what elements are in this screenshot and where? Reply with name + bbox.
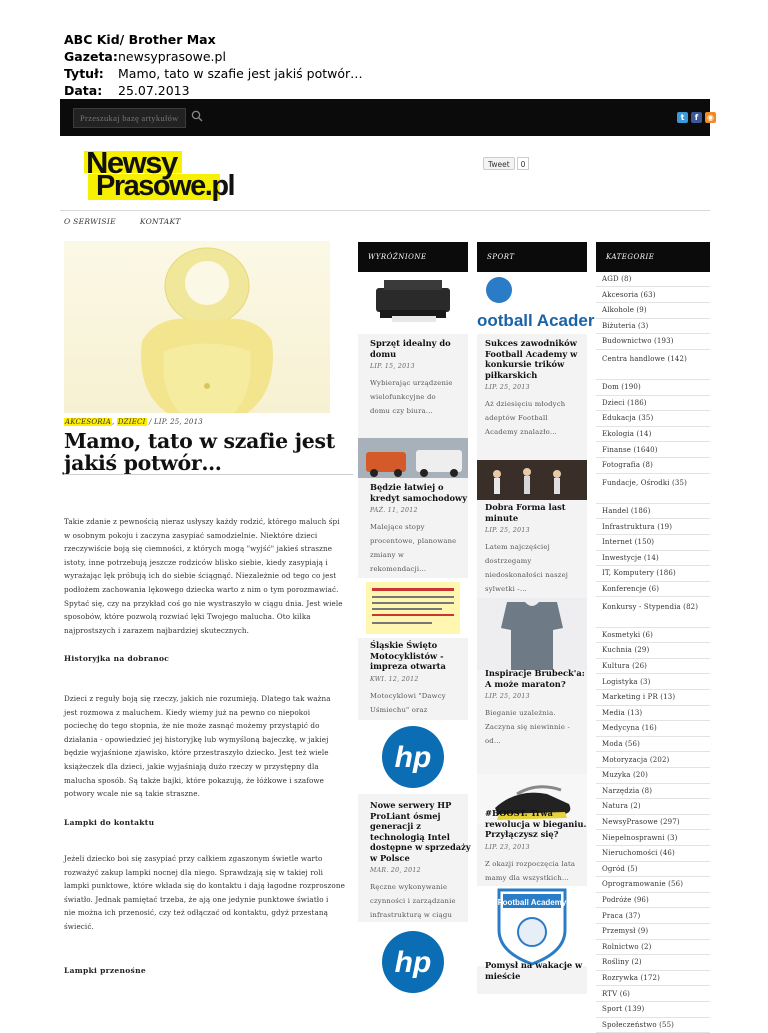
card-title-line: Dobra Forma last bbox=[485, 502, 566, 512]
category-item[interactable]: Narzędzia (8) bbox=[596, 784, 710, 799]
card-excerpt bbox=[485, 397, 595, 439]
document-header bbox=[64, 31, 363, 99]
category-item[interactable]: Media (13) bbox=[596, 706, 710, 721]
card-title-line: Football Academy w bbox=[485, 348, 578, 359]
category-item[interactable]: Nieruchomości (46) bbox=[596, 846, 710, 861]
card-title-line: kredyt samochodowy bbox=[370, 492, 468, 503]
article-line: wyrażając lęk próbują ich do siebie ściągnąć. Niezależnie od tego co jest bbox=[64, 571, 337, 581]
col-header-sport[interactable]: SPORT bbox=[477, 242, 587, 272]
category-item[interactable]: Rośliny (2) bbox=[596, 955, 710, 970]
top-bar bbox=[60, 99, 714, 136]
article-line: Spytać się, czy na przykład coś go nie wystraszyło w ciągu dnia. Jest wiele bbox=[64, 598, 343, 608]
article-meta: AKCESORIA, DZIECI / LIP. 25, 2013 bbox=[65, 418, 203, 426]
card-image-football-academy[interactable] bbox=[477, 272, 595, 334]
category-item[interactable]: Sport (139) bbox=[596, 1002, 710, 1017]
nav-o-serwisie[interactable]: O SERWISIE bbox=[64, 217, 116, 226]
category-item[interactable]: Ekologia (14) bbox=[596, 427, 710, 442]
card-title-line: Sukces zawodników bbox=[485, 338, 577, 348]
category-item[interactable]: Edukacja (35) bbox=[596, 411, 710, 426]
card-title-line: Nowe serwery HP bbox=[370, 800, 452, 810]
title-divider bbox=[64, 474, 353, 475]
card-title[interactable] bbox=[485, 668, 595, 689]
category-item[interactable]: Konkursy - Stypendia (82) bbox=[596, 598, 710, 628]
gazeta-value: newsyprasowe.pl bbox=[118, 49, 226, 64]
col-header-wyroznione[interactable]: WYRÓŻNIONE bbox=[358, 242, 468, 272]
article-paragraph-2 bbox=[64, 852, 349, 934]
tytul-key: Tytuł: bbox=[64, 66, 104, 81]
category-item[interactable]: Logistyka (3) bbox=[596, 675, 710, 690]
card-title-line: generacji z bbox=[370, 821, 421, 831]
nav-kontakt[interactable]: KONTAKT bbox=[139, 217, 181, 226]
football-badge-text: Football Academy bbox=[497, 898, 567, 907]
card-image-printer[interactable] bbox=[358, 272, 468, 334]
article-line: książeczek dla dzieci, jakie wyjaśniają dużo rzeczy w przystępny dla bbox=[64, 761, 319, 771]
category-item[interactable]: NewsyPrasowe (297) bbox=[596, 815, 710, 830]
hp-logo-text: hp bbox=[394, 741, 432, 774]
category-item[interactable]: Fotografia (8) bbox=[596, 458, 710, 473]
category-item[interactable]: Przemysł (9) bbox=[596, 924, 710, 939]
category-item[interactable]: Infrastruktura (19) bbox=[596, 520, 710, 535]
card-title[interactable] bbox=[370, 800, 480, 863]
card-title-line: mieście bbox=[485, 970, 521, 981]
tweet-widget[interactable] bbox=[483, 157, 529, 170]
card-date: KWI. 12, 2012 bbox=[370, 675, 419, 683]
heading-lampki-przenosne: Lampki przenośne bbox=[64, 966, 146, 975]
card-title-line: technologią Intel bbox=[370, 831, 450, 842]
heading-lampki-kontakt: Lampki do kontaktu bbox=[64, 818, 155, 827]
article-title-line1: Mamo, tato w szafie jest bbox=[64, 429, 335, 453]
card-excerpt-line: domu czy biura… bbox=[370, 407, 433, 415]
category-item[interactable]: Alkohole (9) bbox=[596, 303, 710, 318]
card-image-football-badge[interactable] bbox=[477, 886, 587, 966]
article-line: w osobnym pokoju i zaczyna zasypiać samodzielnie. Niektóre dzieci bbox=[64, 530, 318, 540]
category-item[interactable]: AGD (8) bbox=[596, 272, 710, 287]
card-title-line: Przyłączysz się? bbox=[485, 829, 559, 839]
logo-line1: Newsy bbox=[86, 145, 177, 180]
category-item[interactable]: Marketing i PR (13) bbox=[596, 690, 710, 705]
card-title-line: piłkarskich bbox=[485, 369, 538, 380]
card-title[interactable] bbox=[370, 482, 480, 503]
meta-date: / LIP. 25, 2013 bbox=[146, 418, 203, 426]
card-excerpt-line: sylwetki -… bbox=[485, 585, 527, 593]
tweet-button[interactable]: Tweet bbox=[483, 157, 515, 170]
article-title-line2: jakiś potwór… bbox=[64, 451, 222, 475]
card-excerpt-line: procentowe, planowane bbox=[370, 537, 457, 545]
card-title-line: #BOOST. Trwa bbox=[485, 808, 553, 818]
card-title-line: A może maraton? bbox=[485, 678, 566, 689]
card-title-line: dostępne w sprzedaży bbox=[370, 842, 471, 852]
article-line: rozważyć zakup lampki nocnej dla niego. Sprawdzają się w takiej roli bbox=[64, 867, 324, 877]
meta-category-akcesoria[interactable]: AKCESORIA bbox=[65, 418, 111, 426]
card-title-line: konkursie trików bbox=[485, 359, 565, 369]
article-line: Takie zdanie z pewnością nieraz usłyszy każdy rodzić, którego maluch śpi bbox=[64, 517, 340, 526]
category-item[interactable]: Dzieci (186) bbox=[596, 396, 710, 411]
main-nav bbox=[60, 210, 710, 226]
article-line: lampki punktowe, które wkłada się do kontaktu i dają łagodne rozproszone bbox=[64, 881, 345, 891]
card-title[interactable] bbox=[485, 960, 595, 981]
article-line: Jeżeli dziecko boi się zasypiać przy całkiem zgaszonym świetle warto bbox=[64, 854, 323, 863]
card-excerpt bbox=[485, 706, 595, 748]
article-line: będzie wyjaśnione zjawisko, które przestraszyło dziecko. Jest też wiele bbox=[64, 748, 329, 758]
category-item[interactable]: Konferencje (6) bbox=[596, 582, 710, 597]
article-hero-image bbox=[64, 241, 330, 413]
card-date: LIP. 15, 2013 bbox=[370, 363, 415, 370]
site-logo[interactable] bbox=[84, 145, 235, 203]
category-item[interactable]: Motoryzacja (202) bbox=[596, 753, 710, 768]
card-excerpt-line: Motocyklowi "Dawcy bbox=[370, 691, 446, 700]
category-item[interactable]: Internet (150) bbox=[596, 535, 710, 550]
card-excerpt-line: Academy znalazło… bbox=[485, 428, 557, 436]
card-title-line: Sprzęt idealny do bbox=[370, 338, 451, 348]
category-item[interactable]: Natura (2) bbox=[596, 799, 710, 814]
article-line: potwory wcale nie są takie straszne. bbox=[64, 789, 201, 799]
card-excerpt bbox=[485, 857, 595, 885]
category-item[interactable]: Rozrywka (172) bbox=[596, 971, 710, 986]
category-item[interactable]: RTV (6) bbox=[596, 987, 710, 1002]
card-title-line: Inspiracje Brubeck'a: bbox=[485, 668, 585, 678]
card-title-line: ProLiant ósmej bbox=[370, 810, 441, 821]
data-value: 25.07.2013 bbox=[118, 83, 190, 98]
card-excerpt-line: Wybierając urządzenie bbox=[370, 379, 453, 387]
article-line: świecić. bbox=[64, 921, 94, 931]
card-excerpt-line: Latem najczęściej bbox=[485, 543, 550, 551]
card-excerpt bbox=[370, 376, 480, 418]
twitter-icon[interactable]: t bbox=[677, 112, 688, 123]
football-academy-text: ootball Acader bbox=[477, 311, 595, 330]
card-excerpt-line: Malejące stopy bbox=[370, 523, 425, 531]
card-title[interactable] bbox=[370, 338, 480, 359]
article-paragraph-1 bbox=[64, 692, 349, 801]
card-excerpt-line: od… bbox=[485, 737, 501, 745]
card-excerpt-line: wielofunkcyjne do bbox=[370, 393, 436, 401]
category-item[interactable]: Moda (56) bbox=[596, 737, 710, 752]
card-date: LIP. 23, 2013 bbox=[485, 843, 530, 851]
card-excerpt-line: Aż dziesięciu młodych bbox=[485, 400, 566, 408]
tweet-count: 0 bbox=[517, 157, 530, 170]
category-item[interactable]: Medycyna (16) bbox=[596, 721, 710, 736]
article-title bbox=[64, 430, 344, 474]
category-item[interactable]: Finanse (1640) bbox=[596, 443, 710, 458]
hp-logo-text-2: hp bbox=[394, 946, 432, 979]
category-item[interactable]: Podróże (96) bbox=[596, 893, 710, 908]
category-item[interactable]: Budownictwo (193) bbox=[596, 334, 710, 349]
card-excerpt-line: Zaczyna się niewinnie - bbox=[485, 723, 571, 731]
article-line: Dzieci z reguły boją się rzeczy, jakich nie rozumieją. Dlatego tak ważna bbox=[64, 694, 331, 703]
card-title-line: Pomysł na wakacje w bbox=[485, 960, 583, 970]
card-image-cars[interactable] bbox=[358, 438, 468, 478]
rss-icon[interactable]: ◉ bbox=[705, 112, 716, 123]
tytul-value: Mamo, tato w szafie jest jakiś potwór… bbox=[118, 66, 363, 81]
card-title[interactable] bbox=[485, 502, 595, 523]
card-title[interactable] bbox=[485, 808, 595, 840]
category-item[interactable]: Dom (190) bbox=[596, 380, 710, 395]
card-date: LIP. 25, 2013 bbox=[485, 384, 530, 391]
card-excerpt-line: Uśmiechu" oraz bbox=[370, 705, 428, 714]
article-line: światło. Jednak pamiętać trzeba, że ają one jedynie punktowe światło i bbox=[64, 894, 329, 904]
category-item[interactable]: Ogród (5) bbox=[596, 862, 710, 877]
article-line: jest rozmowa z maluchem. Kiedy wiemy już na pewno co niepokoi bbox=[64, 707, 311, 717]
card-excerpt-line: Bieganie uzależnia. bbox=[485, 709, 556, 717]
article-line: pociechę do tego stopnia, że nie może zasnąć możemy przystąpić do bbox=[64, 721, 320, 731]
category-item[interactable]: Fundacje, Ośrodki (35) bbox=[596, 474, 710, 504]
card-excerpt-line: rekomendacji… bbox=[370, 565, 427, 573]
card-title-line: Motocyklistów - bbox=[370, 650, 444, 661]
card-title[interactable] bbox=[485, 338, 595, 380]
client-name: ABC Kid/ Brother Max bbox=[64, 32, 216, 47]
facebook-icon[interactable]: f bbox=[691, 112, 702, 123]
card-image-hp-logo-2[interactable] bbox=[358, 922, 468, 994]
category-item[interactable]: Kultura (26) bbox=[596, 659, 710, 674]
card-excerpt bbox=[370, 520, 480, 576]
category-item[interactable]: IT, Komputery (186) bbox=[596, 566, 710, 581]
search-input[interactable]: Przeszukaj bazę artykułów bbox=[73, 108, 186, 128]
article-line: działania - opowiedzieć jej historyjkę lub wymyśloną bajeczkę, w jakiej bbox=[64, 734, 329, 744]
card-excerpt-line: adeptów Football bbox=[485, 414, 548, 422]
card-image-fitness[interactable] bbox=[477, 460, 587, 500]
article-line: najprostszych i zarazem najbardziej skutecznych. bbox=[64, 625, 250, 635]
col-header-kategorie: KATEGORIE bbox=[596, 242, 710, 272]
category-item[interactable]: Społeczeństwo (55) bbox=[596, 1018, 710, 1033]
search-icon[interactable] bbox=[191, 110, 203, 122]
article-intro bbox=[64, 515, 349, 637]
category-item[interactable]: Niepełnosprawni (3) bbox=[596, 831, 710, 846]
sport-column bbox=[477, 272, 595, 994]
card-excerpt bbox=[485, 540, 595, 596]
card-image-sportswear[interactable] bbox=[477, 598, 587, 670]
category-item[interactable]: Handel (186) bbox=[596, 504, 710, 519]
article-line: istoty, inne potrzebują jeszcze rodziców blisko siebie, kiedy zasypiają i bbox=[64, 557, 328, 567]
card-date: LIP. 25, 2013 bbox=[485, 693, 530, 700]
category-item[interactable]: Centra handlowe (142) bbox=[596, 350, 710, 380]
card-image-poster[interactable] bbox=[358, 578, 468, 638]
card-excerpt-line: niedoskonałości naszej bbox=[485, 571, 569, 579]
card-excerpt-line: Z okazji rozpoczęcia lata bbox=[485, 859, 576, 868]
card-title-line: w Polsce bbox=[370, 852, 410, 863]
card-excerpt-line: mamy dla wszystkich… bbox=[485, 873, 569, 882]
article-line: podłożem zachowania lękowego dziecka warto z nim o tym porozmawiać. bbox=[64, 584, 339, 594]
card-date: MAR. 20, 2012 bbox=[370, 867, 421, 874]
card-date: PAŹ. 11, 2012 bbox=[370, 507, 418, 514]
card-date: LIP. 25, 2013 bbox=[485, 527, 530, 534]
featured-column bbox=[358, 272, 471, 994]
category-item[interactable]: Praca (37) bbox=[596, 909, 710, 924]
card-excerpt-line: Ręczne wykonywanie bbox=[370, 883, 448, 891]
article-line: malucha sposób. Są także bajki, które pokazują, że łóżkowe i szafowe bbox=[64, 775, 325, 785]
card-title[interactable] bbox=[370, 640, 480, 672]
logo-line2: Prasowe.pl bbox=[96, 170, 235, 202]
meta-category-dzieci[interactable]: DZIECI bbox=[117, 418, 146, 426]
category-item[interactable]: Inwestycje (14) bbox=[596, 551, 710, 566]
category-item[interactable]: Rolnictwo (2) bbox=[596, 940, 710, 955]
category-item[interactable]: Biżuteria (3) bbox=[596, 319, 710, 334]
card-title-line: domu bbox=[370, 348, 397, 359]
category-item[interactable]: Kosmetyki (6) bbox=[596, 628, 710, 643]
article-line: sposobów, które pozwolą rozwiać lęki Twojego malucha. Oto kilka bbox=[64, 612, 311, 622]
article-line: nie można ich przenosić, czy też odłączać od kontaktu, gdyż przestaną bbox=[64, 908, 328, 918]
card-title-line: Będzie łatwiej o bbox=[370, 482, 444, 492]
category-item[interactable]: Oprogramowanie (56) bbox=[596, 877, 710, 892]
card-title-line: impreza otwarta bbox=[370, 661, 446, 671]
card-title-line: Śląskie Święto bbox=[370, 640, 438, 650]
category-item[interactable]: Muzyka (20) bbox=[596, 768, 710, 783]
card-excerpt-line: zmiany w bbox=[370, 551, 405, 559]
card-image-hp-logo[interactable] bbox=[358, 720, 468, 794]
article-line: rzeczywiście boją się ciemności, z których mogą "wyjść" jakieś straszne bbox=[64, 544, 333, 554]
card-title-line: rewolucja w bieganiu. bbox=[485, 818, 587, 829]
card-title-line: minute bbox=[485, 512, 519, 523]
gazeta-key: Gazeta: bbox=[64, 49, 118, 64]
category-item[interactable]: Kuchnia (29) bbox=[596, 643, 710, 658]
card-excerpt-line: czynności i zarządzanie bbox=[370, 897, 456, 905]
category-item[interactable]: Akcesoria (63) bbox=[596, 288, 710, 303]
data-key: Data: bbox=[64, 83, 103, 98]
card-excerpt-line: infrastrukturą w ciągu bbox=[370, 911, 453, 919]
card-excerpt-line: dostrzegamy bbox=[485, 557, 532, 565]
heading-historyjka: Historyjka na dobranoc bbox=[64, 654, 170, 663]
